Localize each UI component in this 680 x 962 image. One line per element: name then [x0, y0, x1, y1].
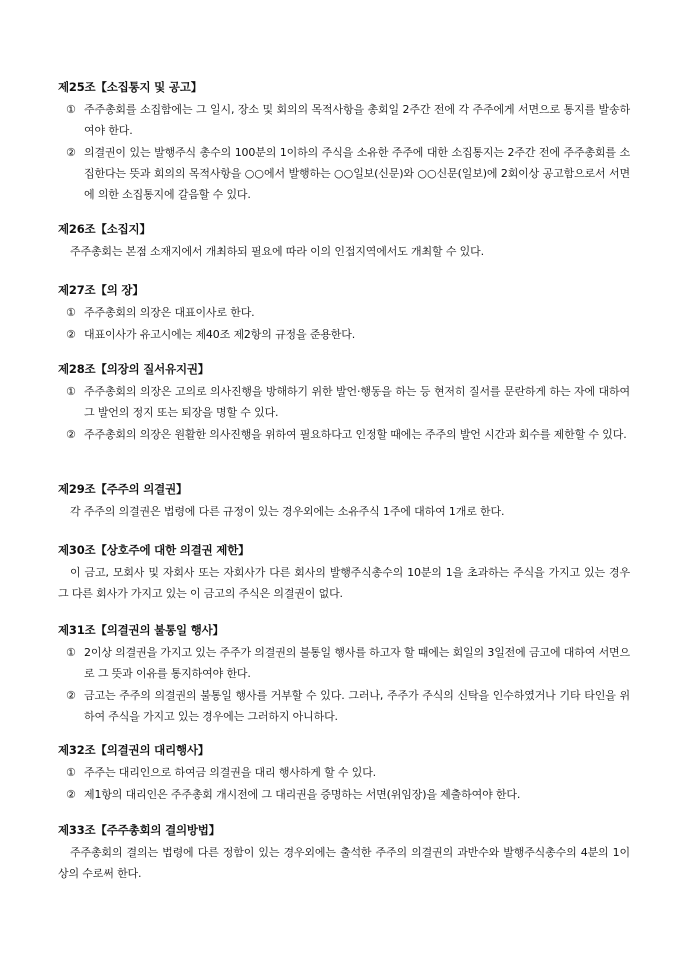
list-item — [58, 324, 630, 345]
item-text: 주주는 대리인으로 하여금 의결권을 대리 행사하게 할 수 있다. — [84, 766, 377, 779]
item-text: 2이상 의결권을 가지고 있는 주주가 의결권의 불통일 행사를 하고자 할 때에는 회일의 3일전에 금고에 대하여 서면으로 그 뜻과 이유를 통지하여야 한다. — [84, 646, 630, 680]
item-text: 대표이사가 유고시에는 제40조 제2항의 규정을 준용한다. — [84, 328, 356, 341]
item-text: 주주총회의 의장은 원활한 의사진행을 위하여 필요하다고 인정할 때에는 주주의 발언 시간과 회수를 제한할 수 있다. — [84, 428, 627, 441]
item-number: ① — [66, 646, 76, 659]
article-title: 제32조【의결권의 대리행사】 — [58, 743, 210, 757]
list-item — [58, 142, 630, 205]
item-number: ② — [66, 428, 76, 441]
item-text: 주주총회의 의장은 대표이사로 한다. — [84, 306, 255, 319]
item-number: ① — [66, 306, 76, 319]
article-title: 제25조【소집통지 및 공고】 — [58, 80, 202, 94]
item-text: 주주총회를 소집함에는 그 일시, 장소 및 회의의 목적사항을 총회일 2주간 전에 각 주주에게 서면으로 통지를 발송하여야 한다. — [84, 103, 630, 137]
list-item — [58, 381, 630, 423]
article-title: 제33조【주주총회의 결의방법】 — [58, 823, 221, 837]
article-text: 주주총회는 본점 소재지에서 개최하되 필요에 따라 이의 인접지역에서도 개최할 수 있다. — [70, 245, 484, 258]
item-number: ② — [66, 146, 76, 159]
item-number: ② — [66, 689, 76, 702]
article-title: 제31조【의결권의 불통일 행사】 — [58, 623, 224, 637]
item-number: ① — [66, 766, 76, 779]
article-25 — [58, 80, 630, 205]
article-27 — [58, 283, 630, 345]
article-26 — [58, 222, 630, 262]
item-text: 의결권이 있는 발행주식 총수의 100분의 1이하의 주식을 소유한 주주에 대한 소집통지는 2주간 전에 주주총회를 소집한다는 뜻과 회의의 목적사항을 ○○에서 발행하는 ○○일보(신문)와 ○○신문(일보)에 2회이상 공고함으로서 서면에 의한 소집통지에 갈음할 수 있다. — [84, 146, 630, 201]
article-text: 주주총회의 결의는 법령에 다른 정함이 있는 경우외에는 출석한 주주의 의결권의 과반수와 발행주식총수의 4분의 1이상의 수로써 한다. — [58, 846, 630, 880]
article-text: 이 금고, 모회사 및 자회사 또는 자회사가 다른 회사의 발행주식총수의 10분의 1을 초과하는 주식을 가지고 있는 경우 그 다른 회사가 가지고 있는 이 금고의 주식은 의결권이 없다. — [58, 566, 630, 600]
article-31 — [58, 623, 630, 727]
article-title: 제27조【의 장】 — [58, 283, 144, 297]
article-29 — [58, 482, 630, 522]
list-item — [58, 99, 630, 141]
item-number: ① — [66, 103, 76, 116]
list-item — [58, 424, 630, 445]
article-title: 제30조【상호주에 대한 의결권 제한】 — [58, 543, 250, 557]
article-30 — [58, 543, 630, 604]
article-title: 제29조【주주의 의결권】 — [58, 482, 188, 496]
item-text: 주주총회의 의장은 고의로 의사진행을 방해하기 위한 발언·행동을 하는 등 현저히 질서를 문란하게 하는 자에 대하여 그 발언의 정지 또는 퇴장을 명할 수 있다. — [84, 385, 630, 419]
item-text: 제1항의 대리인은 주주총회 개시전에 그 대리권을 증명하는 서면(위임장)을 제출하여야 한다. — [84, 788, 521, 801]
list-item — [58, 762, 630, 783]
article-text: 각 주주의 의결권은 법령에 다른 규정이 있는 경우외에는 소유주식 1주에 대하여 1개로 한다. — [70, 505, 505, 518]
article-title: 제26조【소집지】 — [58, 222, 151, 236]
item-number: ② — [66, 788, 76, 801]
item-number: ② — [66, 328, 76, 341]
article-32 — [58, 743, 630, 805]
article-33 — [58, 823, 630, 884]
article-title: 제28조【의장의 질서유지권】 — [58, 362, 210, 376]
item-text: 금고는 주주의 의결권의 불통일 행사를 거부할 수 있다. 그러나, 주주가 주식의 신탁을 인수하였거나 기타 타인을 위하여 주식을 가지고 있는 경우에는 그러하지 아니하다. — [84, 689, 630, 723]
item-number: ① — [66, 385, 76, 398]
article-28 — [58, 362, 630, 445]
list-item — [58, 784, 630, 805]
list-item — [58, 685, 630, 727]
list-item — [58, 642, 630, 684]
list-item — [58, 302, 630, 323]
